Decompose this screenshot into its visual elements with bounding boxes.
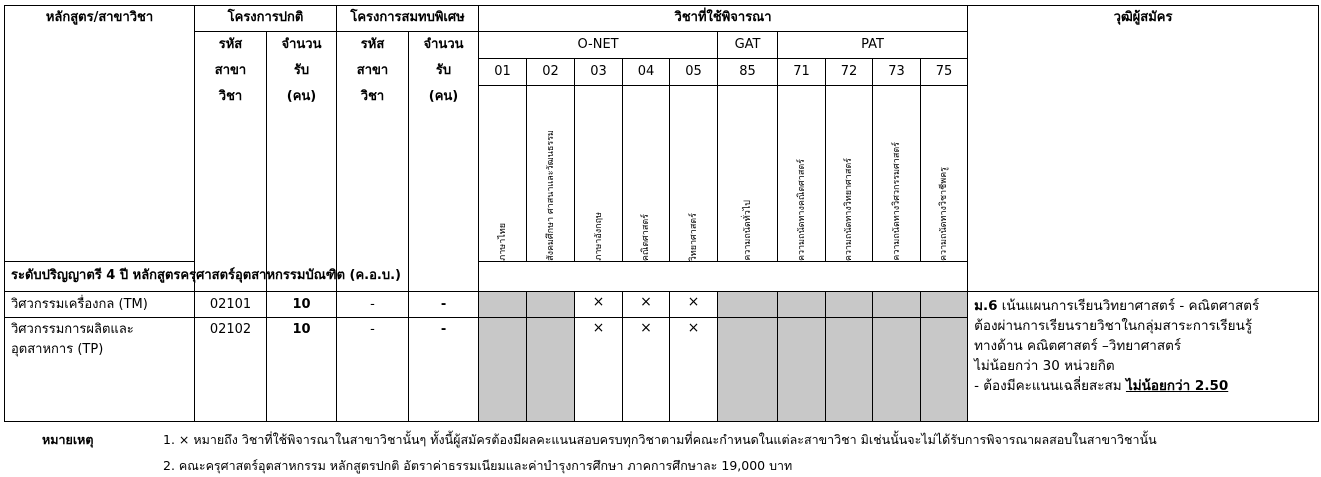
- subject-code: 02: [527, 59, 575, 86]
- required-mark: ×: [623, 292, 670, 318]
- notes-label: หมายเหตุ: [42, 432, 94, 447]
- subject-name: สังคมศึกษา ศาสนาและวัฒนธรรม: [527, 86, 575, 262]
- subject-code: 03: [575, 59, 623, 86]
- subject-name: ความถนัดทางวิศวกรรมศาสตร์: [873, 86, 921, 262]
- regular-seats-header: จำนวน รับ (คน): [267, 32, 337, 292]
- required-mark: ×: [670, 292, 718, 318]
- regular-code-header: รหัส สาขา วิชา: [195, 32, 267, 292]
- empty-cell: [778, 292, 826, 318]
- empty-cell: [778, 318, 826, 422]
- empty-cell: [873, 318, 921, 422]
- empty-cell: [479, 318, 527, 422]
- program-name: วิศวกรรมการผลิตและ อุตสาหการ (TP): [5, 318, 195, 422]
- section-title: ระดับปริญญาตรี 4 ปี หลักสูตรครุศาสตร์อุตสาหกรรมบัณฑิต (ค.อ.บ.): [5, 262, 968, 292]
- gat-header: GAT: [718, 32, 778, 59]
- required-mark: ×: [670, 318, 718, 422]
- special-seats: -: [409, 292, 479, 318]
- empty-cell: [921, 318, 968, 422]
- program-header: หลักสูตร/สาขาวิชา: [5, 6, 195, 262]
- subjects-header: วิชาที่ใช้พิจารณา: [479, 6, 968, 32]
- program-code: 02101: [195, 292, 267, 318]
- qualification-text: ม.6 เน้นแผนการเรียนวิทยาศาสตร์ - คณิตศาสตร์ ต้องผ่านการเรียนรายวิชาในกลุ่มสาระการเรียนรู้ ทางด้าน คณิตศาสตร์ –วิทยาศาสตร์ ไม่น้อยกว่า 30 หน่วยกิต - ต้องมีคะแนนเฉลี่ยสะสม ไม่น้อยกว่า 2.50: [968, 292, 1319, 422]
- subject-name: ภาษาอังกฤษ: [575, 86, 623, 262]
- subject-code: 72: [826, 59, 873, 86]
- program-name: วิศวกรรมเครื่องกล (TM): [5, 292, 195, 318]
- empty-cell: [527, 318, 575, 422]
- pat-header: PAT: [778, 32, 968, 59]
- subject-name: ความถนัดทางคณิตศาสตร์: [778, 86, 826, 262]
- subject-code: 85: [718, 59, 778, 86]
- special-seats: -: [409, 318, 479, 422]
- program-seats: 10: [267, 318, 337, 422]
- required-mark: ×: [575, 318, 623, 422]
- onet-header: O-NET: [479, 32, 718, 59]
- subject-name: ภาษาไทย: [479, 86, 527, 262]
- required-mark: ×: [575, 292, 623, 318]
- program-seats: 10: [267, 292, 337, 318]
- empty-cell: [527, 292, 575, 318]
- qualification-header: วุฒิผู้สมัคร: [968, 6, 1319, 292]
- special-seats-header: จำนวน รับ (คน): [409, 32, 479, 292]
- subject-name: คณิตศาสตร์: [623, 86, 670, 262]
- subject-code: 71: [778, 59, 826, 86]
- subject-code: 75: [921, 59, 968, 86]
- special-header: โครงการสมทบพิเศษ: [337, 6, 479, 32]
- special-code: -: [337, 292, 409, 318]
- empty-cell: [873, 292, 921, 318]
- admission-table: [4, 5, 1319, 422]
- subject-name: ความถนัดทางวิทยาศาสตร์: [826, 86, 873, 262]
- empty-cell: [921, 292, 968, 318]
- subject-code: 01: [479, 59, 527, 86]
- required-mark: ×: [623, 318, 670, 422]
- empty-cell: [718, 292, 778, 318]
- subject-name: วิทยาศาสตร์: [670, 86, 718, 262]
- subject-code: 73: [873, 59, 921, 86]
- empty-cell: [826, 318, 873, 422]
- subject-code: 05: [670, 59, 718, 86]
- regular-header: โครงการปกติ: [195, 6, 337, 32]
- special-code-header: รหัส สาขา วิชา: [337, 32, 409, 292]
- subject-name: ความถนัดทางวิชาชีพครู: [921, 86, 968, 262]
- subject-code: 04: [623, 59, 670, 86]
- note-1: 1. × หมายถึง วิชาที่ใช้พิจารณาในสาขาวิชานั้นๆ ทั้งนี้ผู้สมัครต้องมีผลคะแนนสอบครบทุกวิชาตามที่คณะกำหนดในแต่ละสาขาวิชา มิเช่นนั้นจะไม่ได้รับการพิจารณาผลสอบในสาขาวิชานั้น: [163, 432, 1157, 447]
- empty-cell: [479, 292, 527, 318]
- note-2: 2. คณะครุศาสตร์อุตสาหกรรม หลักสูตรปกติ อัตราค่าธรรมเนียมและค่าบำรุงการศึกษา ภาคการศึกษาละ 19,000 บาท: [163, 458, 793, 473]
- subject-name: ความถนัดทั่วไป: [718, 86, 778, 262]
- special-code: -: [337, 318, 409, 422]
- empty-cell: [718, 318, 778, 422]
- empty-cell: [826, 292, 873, 318]
- program-code: 02102: [195, 318, 267, 422]
